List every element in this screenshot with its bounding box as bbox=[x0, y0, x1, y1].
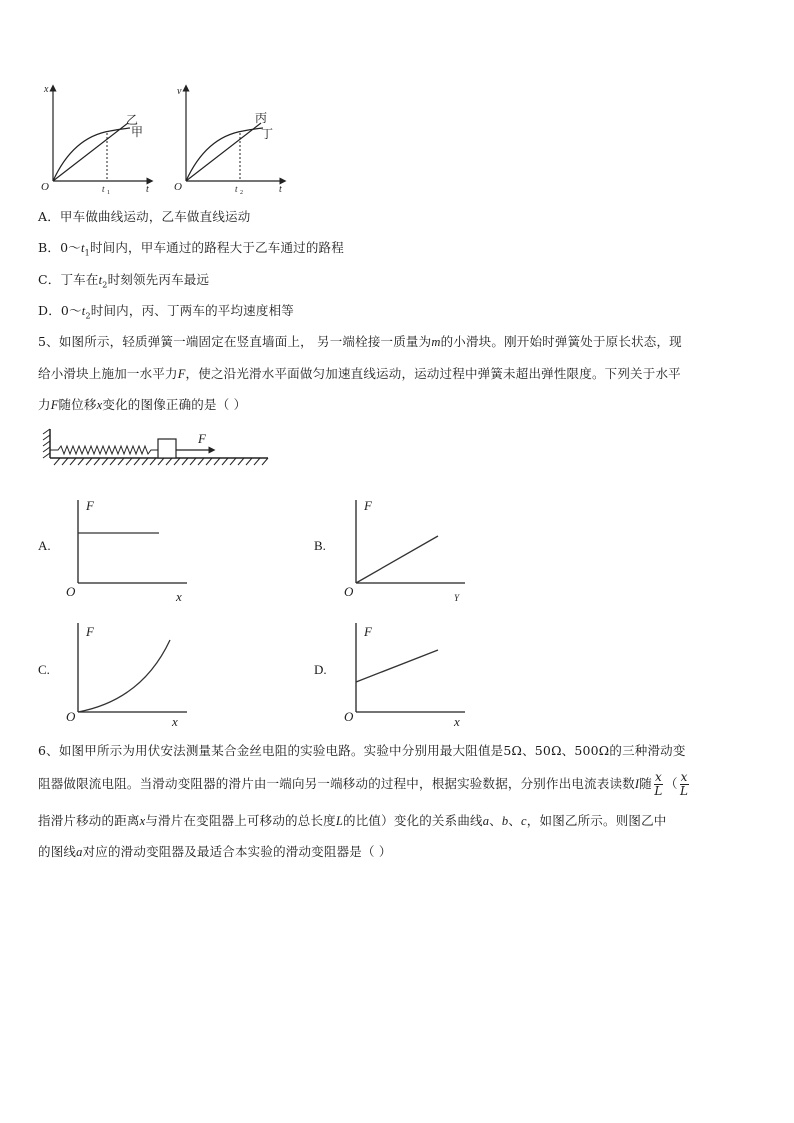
vt-origin: O bbox=[174, 181, 182, 193]
a-y-label: F bbox=[86, 498, 94, 513]
xt-graph bbox=[30, 82, 160, 194]
q4-option-d bbox=[38, 301, 294, 321]
xt-origin: O bbox=[41, 181, 49, 193]
q5-option-c-graph bbox=[62, 620, 192, 730]
q4-c-pre: C．丁车在 bbox=[38, 272, 99, 287]
q6-l4-post: 对应的滑动变阻器及最适合本实验的滑动变阻器是（ ） bbox=[82, 844, 392, 859]
wall-hatch bbox=[43, 429, 50, 458]
q6-line-3 bbox=[38, 811, 667, 829]
q6-l3-b: b bbox=[501, 814, 509, 828]
q4-b-pre: B．0～ bbox=[38, 240, 81, 255]
d-x-label: x bbox=[454, 714, 460, 729]
frac-den-2: L bbox=[680, 784, 689, 798]
curve-ding bbox=[186, 128, 263, 181]
q4-d-post: 时间内，丙、丁两车的平均速度相等 bbox=[90, 303, 294, 318]
q4-option-a-text: A．甲车做曲线运动，乙车做直线运动 bbox=[38, 209, 251, 224]
q5-l1-post: 的小滑块。刚开始时弹簧处于原长状态，现 bbox=[440, 334, 682, 349]
q5-l3-mid: 随位移 bbox=[58, 397, 97, 412]
force-label: F bbox=[198, 431, 206, 446]
q4-b-post: 时间内，甲车通过的路程大于乙车通过的路程 bbox=[89, 240, 344, 255]
q5-l2-var: F bbox=[177, 367, 186, 381]
q6-line-2 bbox=[38, 771, 691, 798]
t1-tick-sub: 1 bbox=[107, 190, 110, 196]
q5-l2-pre: 给小滑块上施加一水平力 bbox=[38, 366, 178, 381]
vt-y-label: v bbox=[177, 86, 182, 97]
label-ding: 丁 bbox=[261, 127, 274, 141]
t1-tick-label: t bbox=[102, 184, 105, 194]
q4-b-var: t bbox=[80, 241, 85, 255]
q6-l3-a: a bbox=[482, 814, 490, 828]
q6-l1: 6、如图甲所示为用伏安法测量某合金丝电阻的实验电路。实验中分别用最大阻值是5Ω、50Ω、500Ω的三种滑动变 bbox=[38, 743, 686, 758]
vt-graph bbox=[163, 82, 293, 194]
line-bing bbox=[186, 123, 261, 181]
a-origin: O bbox=[66, 584, 76, 599]
spring-block-diagram bbox=[40, 425, 272, 467]
q5-l3-pre: 力 bbox=[38, 397, 51, 412]
frac-den: L bbox=[654, 784, 663, 798]
d-graph-line bbox=[356, 650, 438, 682]
q6-l3-var2: L bbox=[335, 814, 344, 828]
frac-num-2: x bbox=[680, 770, 688, 784]
ground-hatch bbox=[54, 458, 268, 465]
spring bbox=[50, 446, 158, 454]
fraction-x-over-l bbox=[654, 771, 663, 798]
q4-c-post: 时刻领先丙车最远 bbox=[107, 272, 210, 287]
b-origin: O bbox=[344, 584, 354, 599]
q4-d-pre: D．0～ bbox=[38, 303, 82, 318]
c-x-label: x bbox=[172, 714, 178, 729]
q6-l3-sep2: 、 bbox=[508, 813, 522, 828]
q6-l2-paren: （ bbox=[664, 776, 678, 791]
line-yi bbox=[53, 123, 128, 181]
q6-l2-var: I bbox=[634, 777, 640, 791]
q5-option-d-label: D. bbox=[314, 662, 327, 677]
xt-x-label: t bbox=[146, 184, 149, 195]
q5-option-b-label: B. bbox=[314, 538, 326, 553]
q5-option-c-label: C. bbox=[38, 662, 50, 677]
q5-line-3 bbox=[38, 395, 246, 413]
d-y-label: F bbox=[364, 624, 372, 639]
q5-l3-var2: x bbox=[96, 398, 103, 412]
a-x-label: x bbox=[176, 589, 182, 604]
b-graph-line bbox=[356, 536, 438, 583]
c-y-label: F bbox=[86, 624, 94, 639]
q5-l2-post: ，使之沿光滑水平面做匀加速直线运动，运动过程中弹簧未超出弹性限度。下列关于水平 bbox=[185, 366, 681, 381]
q5-l3-post: 变化的图像正确的是（ ） bbox=[102, 397, 247, 412]
q5-option-a-graph bbox=[62, 495, 192, 605]
q5-l1-var: m bbox=[431, 335, 441, 349]
q5-option-a-label: A. bbox=[38, 538, 51, 553]
label-jia: 甲 bbox=[131, 125, 144, 139]
t2-tick-label: t bbox=[235, 184, 238, 194]
q6-l4-pre: 的图线 bbox=[38, 844, 77, 859]
b-y-label: F bbox=[364, 498, 372, 513]
q5-l1-pre: 5、如图所示，轻质弹簧一端固定在竖直墙面上， 另一端栓接一质量为 bbox=[38, 334, 432, 349]
q6-l3-var1: x bbox=[139, 814, 146, 828]
fraction-x-over-l-2 bbox=[680, 771, 689, 798]
xt-y-label: x bbox=[44, 84, 49, 95]
label-yi: 乙 bbox=[126, 113, 139, 127]
q4-c-var: t bbox=[98, 273, 103, 287]
q6-l2-pre: 阻器做限流电阻。当滑动变阻器的滑片由一端向另一端移动的过程中，根据实验数据，分别作出电流表读数 bbox=[38, 776, 635, 791]
q4-d-sub: 2 bbox=[85, 311, 91, 321]
q5-option-b-graph bbox=[340, 495, 470, 605]
q6-l4-var: a bbox=[76, 845, 83, 859]
c-origin: O bbox=[66, 709, 76, 724]
d-origin: O bbox=[344, 709, 354, 724]
q4-b-sub: 1 bbox=[84, 248, 90, 258]
label-bing: 丙 bbox=[255, 111, 268, 125]
q4-option-c bbox=[38, 270, 209, 290]
b-x-label: Y bbox=[454, 593, 460, 603]
block bbox=[158, 439, 176, 458]
q6-l2-mid: 随 bbox=[639, 776, 652, 791]
frac-num: x bbox=[654, 770, 662, 784]
t2-tick-sub: 2 bbox=[240, 190, 243, 196]
q6-l3-mid1: 与滑片在变阻器上可移动的总长度 bbox=[145, 813, 336, 828]
q4-d-var: t bbox=[81, 304, 86, 318]
q6-l3-mid2: 的比值）变化的关系曲线 bbox=[343, 813, 483, 828]
q6-l3-post: ，如图乙所示。则图乙中 bbox=[526, 813, 667, 828]
q5-option-d-graph bbox=[340, 620, 470, 730]
q6-l3-sep1: 、 bbox=[489, 813, 502, 828]
vt-x-label: t bbox=[279, 184, 282, 195]
q6-l3-pre: 指滑片移动的距离 bbox=[38, 813, 140, 828]
q4-c-sub: 2 bbox=[102, 280, 108, 290]
q6-l3-c: c bbox=[521, 814, 527, 828]
q6-line-1 bbox=[38, 741, 686, 759]
q5-line-2 bbox=[38, 364, 681, 382]
q5-line-1 bbox=[38, 332, 682, 350]
q5-l3-var1: F bbox=[50, 398, 59, 412]
curve-jia bbox=[53, 131, 110, 181]
q4-option-a bbox=[38, 207, 250, 225]
q4-option-b bbox=[38, 238, 344, 258]
c-graph-curve bbox=[78, 640, 170, 712]
q6-line-4 bbox=[38, 842, 392, 860]
